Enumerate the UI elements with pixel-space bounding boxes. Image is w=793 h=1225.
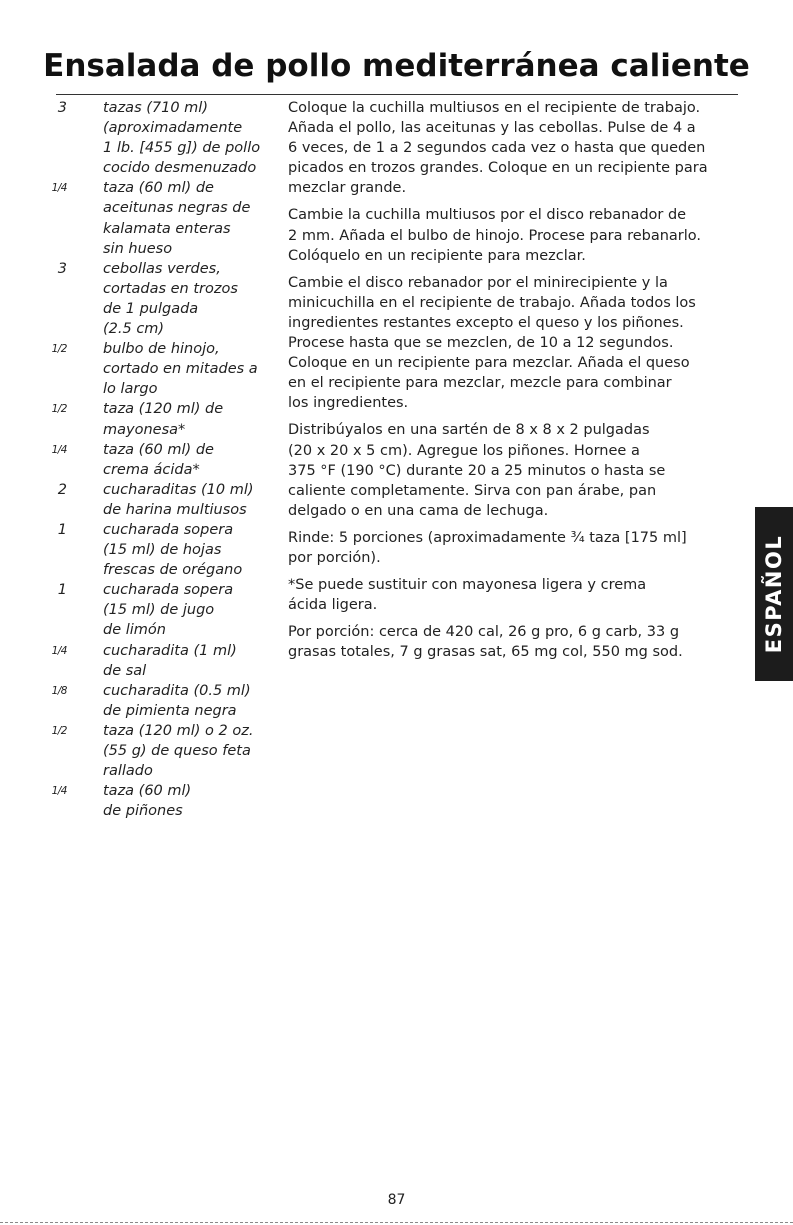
ingredient-item: [30, 440, 280, 480]
ingredient-text-line: (2.5 cm): [103, 321, 165, 338]
method-text-line: Coloque la cuchilla multiusos en el recipiente de trabajo.: [288, 100, 701, 116]
ingredient-text-line: crema ácida*: [103, 461, 200, 478]
ingredient-text-line: de harina multiusos: [103, 501, 247, 518]
ingredient-quantity: 1/8: [51, 684, 67, 697]
ingredient-quantity: 1: [57, 521, 67, 538]
ingredient-text-line: rallado: [103, 763, 153, 780]
ingredient-text-line: de limón: [103, 622, 166, 639]
method-text-line: Procese hasta que se mezclen, de 10 a 12 segundos.: [288, 335, 674, 352]
method-text-line: 375 °F (190 °C) durante 20 a 25 minutos o hasta se: [288, 462, 666, 479]
ingredient-item: [30, 721, 280, 781]
ingredient-text-line: lo largo: [103, 381, 158, 398]
language-tab-label: ESPAÑOL: [762, 534, 786, 654]
ingredient-quantity: 1/4: [51, 443, 67, 456]
ingredient-text-line: taza (60 ml): [103, 783, 192, 800]
method-paragraph: [288, 420, 728, 520]
method-text-line: delgado o en una cama de lechuga.: [288, 502, 549, 519]
ingredient-item: [30, 681, 280, 721]
ingredient-item: [30, 480, 280, 520]
ingredient-quantity: 1/2: [51, 724, 67, 737]
method-text-line: caliente completamente. Sirva con pan árabe, pan: [288, 482, 657, 499]
ingredient-text-line: de pimienta negra: [103, 702, 237, 719]
ingredient-quantity: 1/2: [51, 343, 67, 356]
title-divider: [56, 94, 738, 95]
ingredient-item: [30, 339, 280, 399]
method-text-line: Añada el pollo, las aceitunas y las cebollas. Pulse de 4 a: [288, 120, 696, 137]
method-text-line: Colóquelo en un recipiente para mezclar.: [288, 247, 586, 264]
method-text-line: 2 mm. Añada el bulbo de hinojo. Procese para rebanarlo.: [288, 227, 702, 244]
ingredient-quantity: 1/4: [51, 785, 67, 798]
ingredient-text-line: taza (120 ml) de: [103, 401, 224, 418]
ingredient-text-line: bulbo de hinojo,: [103, 341, 220, 358]
ingredient-text-line: de piñones: [103, 803, 183, 820]
method-paragraph: [288, 98, 728, 198]
recipe-title: Ensalada de pollo mediterránea caliente: [43, 48, 750, 84]
ingredient-text-line: kalamata enteras: [103, 220, 231, 237]
ingredient-text-line: cucharaditas (10 ml): [103, 481, 254, 498]
ingredient-item: [30, 641, 280, 681]
ingredient-item: [30, 178, 280, 258]
method-text-line: mezclar grande.: [288, 180, 407, 197]
ingredient-text-line: cocido desmenuzado: [103, 160, 257, 177]
ingredient-text-line: taza (120 ml) o 2 oz.: [103, 722, 254, 739]
method-text-line: (20 x 20 x 5 cm). Agregue los piñones. Hornee a: [288, 442, 640, 459]
ingredient-text-line: sin hueso: [103, 240, 173, 257]
bottom-divider: [0, 1222, 793, 1223]
ingredient-text-line: aceitunas negras de: [103, 200, 251, 217]
method-text-line: Coloque en un recipiente para mezclar. Añada el queso: [288, 355, 690, 372]
method-text-line: grasas totales, 7 g grasas sat, 65 mg col, 550 mg sod.: [288, 644, 683, 661]
method-text: [288, 98, 728, 669]
ingredient-text-line: cucharada sopera: [103, 582, 234, 599]
ingredient-item: [30, 520, 280, 580]
ingredient-text-line: cortadas en trozos: [103, 280, 238, 297]
method-text-line: ingredientes restantes excepto el queso y los piñones.: [288, 314, 684, 331]
ingredient-text-line: (15 ml) de hojas: [103, 542, 222, 559]
ingredient-text-line: cebollas verdes,: [103, 260, 221, 277]
ingredient-quantity: 3: [57, 100, 67, 116]
method-text-line: 6 veces, de 1 a 2 segundos cada vez o hasta que queden: [288, 140, 706, 157]
method-text-line: minicuchilla en el recipiente de trabajo. Añada todos los: [288, 294, 696, 311]
ingredient-item: [30, 98, 280, 178]
ingredient-quantity: 1/4: [51, 182, 67, 195]
ingredient-text-line: 1 lb. [455 g]) de pollo: [103, 140, 261, 157]
ingredient-text-line: taza (60 ml) de: [103, 180, 214, 197]
method-text-line: picados en trozos grandes. Coloque en un recipiente para: [288, 160, 708, 177]
language-tab: [755, 507, 793, 681]
method-paragraph: [288, 205, 728, 265]
ingredient-text-line: (55 g) de queso feta: [103, 743, 251, 759]
ingredient-quantity: 1: [57, 582, 67, 599]
ingredient-text-line: cucharadita (0.5 ml): [103, 682, 251, 699]
ingredient-item: [30, 399, 280, 439]
method-text-line: *Se puede sustituir con mayonesa ligera y crema: [288, 577, 647, 594]
method-paragraph: [288, 575, 728, 615]
method-text-line: Rinde: 5 porciones (aproximadamente ³⁄₄ taza [175 ml]: [288, 529, 687, 546]
ingredient-text-line: frescas de orégano: [103, 562, 243, 579]
method-paragraph: [288, 528, 728, 568]
ingredient-quantity: 1/4: [51, 644, 67, 657]
page-number: 87: [387, 1192, 406, 1208]
method-text-line: Cambie el disco rebanador por el minirecipiente y la: [288, 274, 668, 291]
ingredient-text-line: mayonesa*: [103, 421, 186, 438]
method-text-line: Cambie la cuchilla multiusos por el disco rebanador de: [288, 207, 687, 224]
method-text-line: los ingredientes.: [288, 395, 409, 412]
ingredient-text-line: (aproximadamente: [103, 120, 243, 137]
ingredient-text-line: cucharada sopera: [103, 521, 234, 538]
method-paragraph: [288, 622, 728, 662]
ingredient-item: [30, 781, 280, 821]
ingredient-item: [30, 259, 280, 339]
ingredient-quantity: 2: [57, 481, 67, 498]
ingredient-text-line: taza (60 ml) de: [103, 441, 214, 458]
ingredient-text-line: (15 ml) de jugo: [103, 602, 215, 619]
ingredient-quantity: 3: [57, 260, 67, 277]
method-text-line: por porción).: [288, 549, 381, 566]
ingredient-quantity: 1/2: [51, 403, 67, 416]
ingredient-item: [30, 580, 280, 640]
method-text-line: Por porción: cerca de 420 cal, 26 g pro, 6 g carb, 33 g: [288, 624, 680, 641]
method-paragraph: [288, 273, 728, 414]
ingredient-text-line: de 1 pulgada: [103, 300, 199, 317]
method-text-line: Distribúyalos en una sartén de 8 x 8 x 2 pulgadas: [288, 422, 650, 439]
ingredient-text-line: cucharadita (1 ml): [103, 642, 237, 659]
ingredient-text-line: tazas (710 ml): [103, 100, 208, 116]
ingredient-list: [30, 98, 280, 821]
method-text-line: ácida ligera.: [288, 597, 378, 614]
method-text-line: en el recipiente para mezclar, mezcle para combinar: [288, 375, 672, 392]
ingredient-text-line: de sal: [103, 662, 147, 679]
ingredient-text-line: cortado en mitades a: [103, 361, 258, 378]
